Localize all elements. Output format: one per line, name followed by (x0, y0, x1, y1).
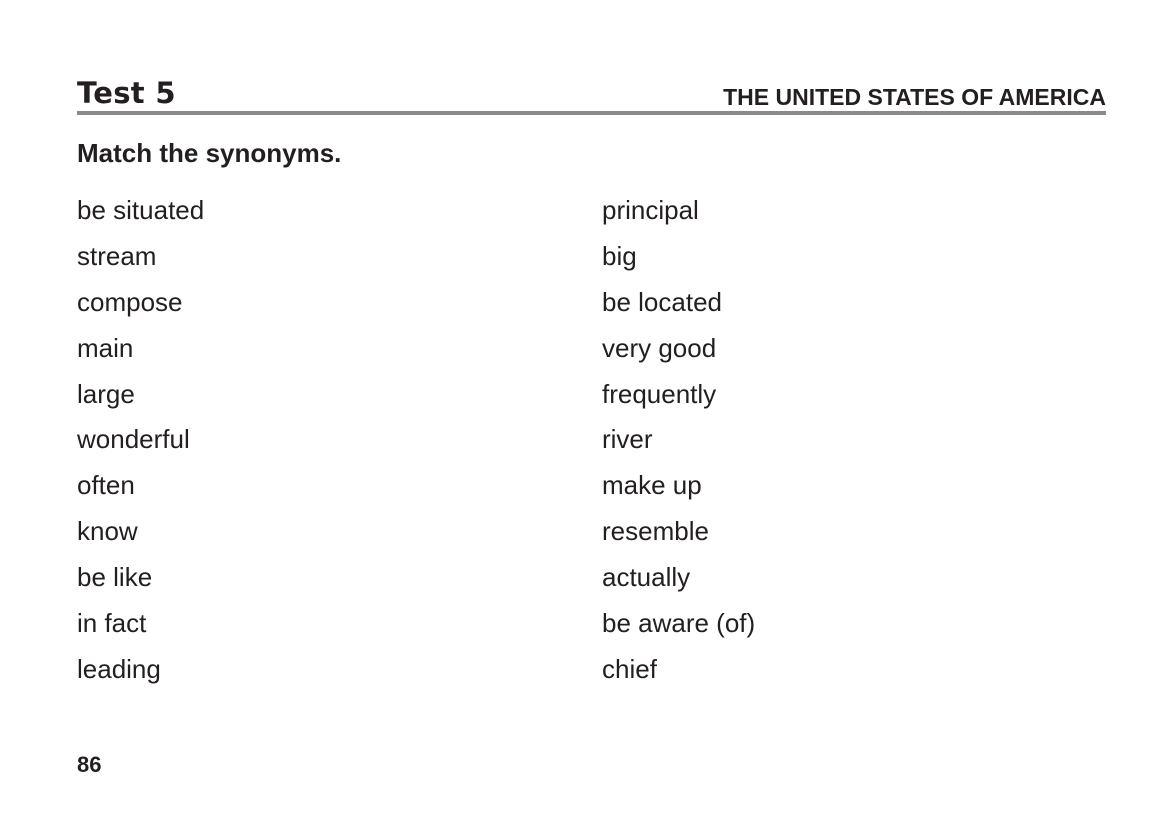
header-divider (77, 111, 1106, 115)
right-word-item: make up (602, 470, 702, 501)
page-number: 86 (77, 752, 102, 777)
left-word-item: stream (77, 240, 157, 271)
left-word-item: wonderful (77, 424, 190, 455)
left-word-item: compose (77, 286, 183, 317)
left-word-item: know (77, 516, 138, 547)
left-word-column (77, 192, 204, 697)
right-word-item: be aware (of) (602, 608, 756, 639)
exercise-instruction: Match the synonyms. (77, 138, 342, 168)
left-word-item: be like (77, 562, 153, 593)
right-word-item: river (602, 424, 653, 455)
right-word-item: frequently (602, 378, 717, 409)
right-word-item: big (602, 240, 637, 271)
right-word-item: be located (602, 286, 722, 317)
right-word-column (602, 192, 755, 697)
test-title: Test 5 (77, 76, 176, 110)
left-word-item: main (77, 332, 134, 363)
left-word-item: leading (77, 653, 161, 684)
section-title: THE UNITED STATES OF AMERICA (723, 84, 1106, 110)
right-word-item: very good (602, 332, 717, 363)
right-word-item: resemble (602, 516, 709, 547)
left-word-item: be situated (77, 195, 205, 225)
page-header (77, 76, 1106, 116)
right-word-item: actually (602, 562, 691, 593)
right-word-item: principal (602, 195, 699, 225)
right-word-item: chief (602, 653, 657, 684)
left-word-item: large (77, 378, 135, 409)
left-word-item: often (77, 470, 135, 501)
left-word-item: in fact (77, 608, 147, 639)
